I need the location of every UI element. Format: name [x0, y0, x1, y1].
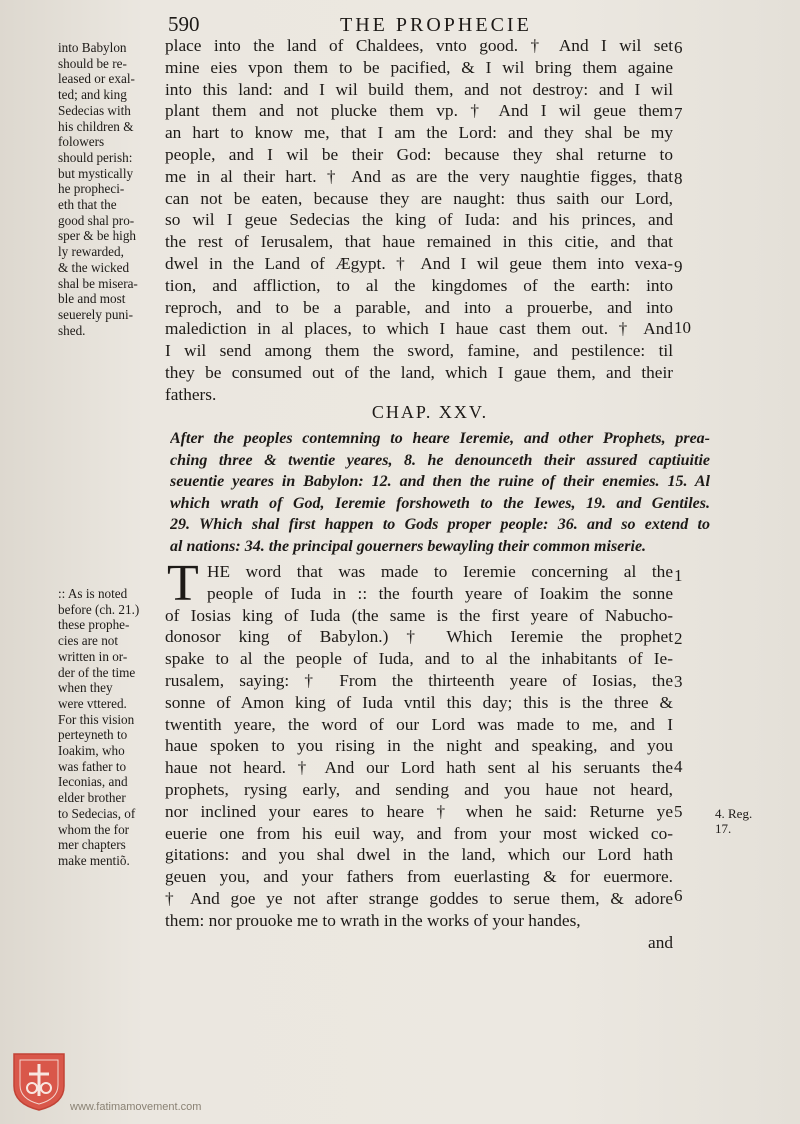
text-line: donosor king of Babylon.) † Which Ieremie the prophet [165, 627, 673, 647]
margin-note-line: mer chapters [58, 837, 126, 853]
margin-note-line: good shal pro- [58, 212, 135, 228]
summary-line: which wrath of God, Ieremie forshoweth to the Iewes, 19. and Gentiles. [170, 494, 710, 512]
margin-note-line: ly rewarded, [58, 244, 124, 260]
text-line: gitations: and you shal dwel in the land, which our Lord hath [165, 845, 673, 865]
text-line: twentith yeare, the word of our Lord was made to me, and I [165, 714, 673, 734]
verse-number: 1 [674, 566, 683, 585]
text-line: tion, and affliction, to al the kingdomes of the earth: into [165, 275, 673, 295]
text-line: nor inclined your eares to heare † when he said: Returne ye [165, 801, 673, 821]
text-line: of Iosias king of Iuda (the same is the first yeare of Nabucho- [165, 605, 673, 625]
margin-note-line: sper & be high [58, 228, 137, 244]
margin-note-line: shed. [58, 322, 86, 338]
summary-line: ching three & twentie yeares, 8. he denounceth their assured captiuitie [170, 451, 710, 469]
verse-number: 2 [674, 629, 683, 648]
text-line: I wil send among them the sword, famine, and pestilence: til [165, 341, 673, 361]
text-line: into this land: and I wil build them, and not destroy: and I wil [165, 79, 673, 99]
text-line: malediction in al places, to which I haue cast them out. † And [165, 319, 673, 339]
margin-note-line: were vttered. [58, 695, 127, 711]
text-line: HE word that was made to Ieremie concerning al the [207, 562, 673, 581]
verse-number: 5 [674, 802, 683, 821]
margin-note-line: these prophe- [58, 617, 130, 633]
margin-note-line: cies are not [58, 633, 119, 649]
text-line: place into the land of Chaldees, vnto good. † And I wil set [165, 36, 673, 55]
margin-note-line: should perish: [58, 149, 133, 165]
margin-note-line: he propheci- [58, 181, 125, 197]
margin-note-line: whom the for [58, 821, 130, 837]
margin-note-line: eth that the [58, 197, 117, 213]
chapter-summary [170, 428, 710, 558]
text-line: sonne of Amon king of Iuda vntil this day; this is the three & [165, 692, 673, 712]
summary-line: After the peoples contemning to heare Ieremie, and other Prophets, prea- [170, 430, 710, 447]
verse-number: 10 [674, 318, 691, 337]
verse-number: 6 [674, 886, 683, 905]
margin-note-line: written in or- [58, 648, 128, 664]
text-line: can not be eaten, because they are naught: thus saith our Lord, [165, 188, 673, 208]
summary-line: al nations: 34. the principal gouerners bewayling their common miserie. [170, 537, 647, 555]
text-line: dwel in the Land of Ægypt. † And I wil geue them into vexa- [165, 253, 673, 273]
text-line: them: nor prouoke me to wrath in the works of your handes, [165, 910, 581, 930]
text-line: plant them and not plucke them vp. † And I wil geue them [165, 101, 673, 121]
text-line: haue spoken to you rising in the night and speaking, and you [165, 736, 673, 756]
summary-line: seuentie yeares in Babylon: 12. and then the ruine of their enemies. 15. Al [170, 473, 710, 491]
margin-note-line: & the wicked [58, 259, 130, 275]
summary-line: 29. Which shal first happen to Gods proper people: 36. and so extend to [170, 516, 710, 534]
margin-note-line: shal be misera- [58, 275, 138, 291]
text-line: people of Iuda in :: the fourth yeare of Ioakim the sonne [207, 583, 673, 603]
margin-note-line: when they [58, 680, 113, 696]
margin-note-line: elder brother [58, 790, 126, 806]
margin-note-line: Sedecias with [58, 102, 131, 118]
running-title: THE PROPHECIE [340, 14, 532, 36]
footer-website-link[interactable]: www.fatimamovement.com [70, 1101, 202, 1113]
text-line: they be consumed out of the land, which I gaue them, and their [165, 362, 673, 382]
text-line: haue not heard. † And our Lord hath sent al his seruants the [165, 758, 673, 778]
section-1-text [165, 35, 673, 406]
margin-note-line: Ieconias, and [58, 774, 128, 790]
text-line: people, and I wil be their God: because they shal returne to [165, 144, 673, 164]
margin-note-line: was father to [58, 758, 127, 774]
margin-note-left-1 [58, 40, 164, 338]
text-line: † And goe ye not after strange goddes to serue them, & adore [165, 888, 673, 908]
margin-note-line: leased or exal- [58, 71, 135, 87]
cross-reference-line: 4. Reg. [715, 806, 753, 821]
margin-note-line: into Babylon [58, 40, 127, 55]
margin-note-line: should be re- [58, 55, 127, 71]
margin-note-line: but mystically [58, 165, 134, 181]
text-line: mine eies vpon them to be pacified, & I wil bring them againe [165, 57, 673, 77]
text-line: and [648, 932, 673, 952]
margin-note-line: perteyneth to [58, 727, 128, 743]
text-line: an hart to know me, that I am the Lord: and they shal be my [165, 123, 673, 143]
margin-note-line: Ioakim, who [58, 743, 125, 759]
page-number: 590 [168, 12, 200, 36]
chapter-heading: CHAP. XXV. [371, 402, 489, 422]
text-line: me in al their hart. † And as are the very naughtie figges, that [165, 166, 673, 186]
text-line: reproch, and to be a parable, and into a prouerbe, and into [165, 297, 673, 317]
text-line: so wil I geue Sedecias the king of Iuda: and his princes, and [165, 210, 673, 230]
margin-note-line: folowers [58, 134, 105, 150]
verse-number: 8 [674, 169, 683, 188]
margin-cross-reference [715, 806, 752, 836]
margin-note-line: seuerely puni- [58, 306, 134, 322]
margin-note-line: :: As is noted [58, 586, 128, 601]
cross-reference-line: 17. [715, 821, 732, 836]
drop-cap: T [167, 555, 199, 612]
verse-number: 9 [674, 257, 683, 276]
text-line: rusalem, saying: † From the thirteenth yeare of Iosias, the [165, 670, 673, 690]
verse-number: 3 [674, 672, 683, 691]
section-2-text [165, 555, 673, 953]
margin-note-line: before (ch. 21.) [58, 601, 140, 617]
margin-note-line: his children & [58, 118, 134, 134]
text-line: geuen you, and your fathers from euerlasting & for euermore. [165, 867, 673, 887]
text-line: prophets, rysing early, and sending and you haue not heard, [165, 779, 673, 799]
margin-note-line: der of the time [58, 664, 136, 680]
margin-note-line: ted; and king [58, 87, 127, 103]
margin-note-left-2 [58, 586, 164, 869]
verse-number: 7 [674, 104, 683, 123]
verse-number: 4 [674, 757, 683, 776]
margin-note-line: make mentiõ. [58, 852, 130, 868]
text-line: euerie one from his euil way, and from your most wicked co- [165, 823, 673, 843]
shield-logo-icon [12, 1052, 66, 1112]
text-line: spake to al the people of Iuda, and to al the inhabitants of Ie- [165, 649, 673, 669]
verse-number: 6 [674, 38, 683, 57]
text-line: the rest of Ierusalem, that haue remained in this citie, and that [165, 232, 673, 252]
margin-note-line: For this vision [58, 711, 135, 727]
margin-note-line: to Sedecias, of [58, 805, 136, 821]
text-line: fathers. [165, 384, 217, 404]
margin-note-line: ble and most [58, 291, 126, 307]
